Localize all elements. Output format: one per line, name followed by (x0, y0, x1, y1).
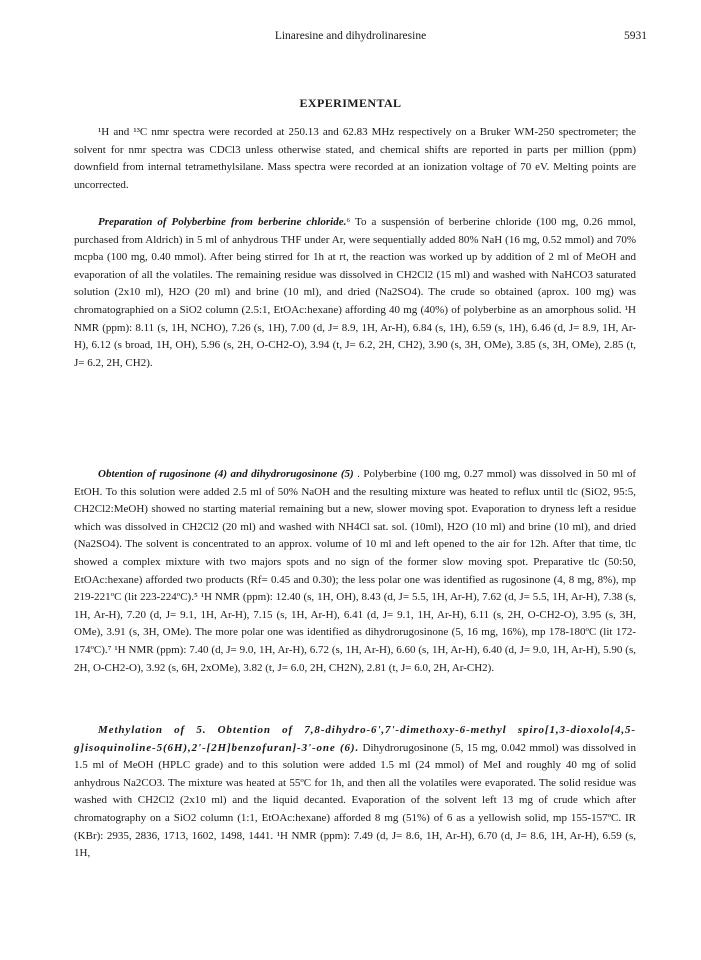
procedure-title: Preparation of Polyberbine from berberine chloride. (98, 216, 347, 228)
procedure-title: Methylation of 5. Obtention of 7,8-dihydro-6',7'-dimethoxy-6-methyl spiro[1,3-dioxolo[4,5-g]isoquinoline-5(6H),2'-[2H]benzofuran]-3'-one (6). (74, 724, 636, 754)
page-number: 5931 (624, 30, 647, 42)
paragraph-text: Dihydrorugosinone (5, 15 mg, 0.042 mmol) was dissolved in 1.5 ml of MeOH (HPLC grade) and to this solution were added 1.5 ml (24 mmol) of MeI and roughly 40 mg of solid anhydrous Na2CO3. The mixture was heated at 55ºC for 1h, and then all the volatiles were evaporated. The solid residue was washed with CH2Cl2 (2x10 ml) and the liquid decanted. Evaporation of the solvent left 13 mg of crude which after chromatography on a SiO2 column (1:1, EtOAc:hexane) afforded 8 mg (51%) of 6 as a yellowish solid, mp 155-157ºC. IR (KBr): 2935, 2836, 1713, 1602, 1498, 1441. ¹H NMR (ppm): 7.49 (d, J= 8.6, 1H, Ar-H), 6.70 (d, J= 8.6, 1H, Ar-H), 6.59 (s, 1H, (74, 741, 636, 860)
paragraph-polyberbine-preparation (74, 214, 636, 372)
section-heading: EXPERIMENTAL (299, 96, 402, 110)
paragraph-text: ⁶ To a suspensión of berberine chloride (100 mg, 0.26 mmol, purchased from Aldrich) in 5 ml of anhydrous THF under Ar, were sequentially added 80% NaH (16 mg, 0.52 mmol) and 70% mcpba (100 mg, 0.40 mmol). After being stirred for 1h at rt, the reaction was worked up by addition of 2 ml of MeOH and evaporation of all the volatiles. The remaining residue was dissolved in CH2Cl2 (15 ml) and washed with NaHCO3 saturated solution (2x10 ml), H2O (20 ml) and brine (10 ml), and dried (Na2SO4). The crude so obtained (aprox. 100 mg) was chromatographied on a SiO2 column (2.5:1, EtOAc:hexane) affording 40 mg (40%) of polyberbine as an amorphous solid. ¹H NMR (ppm): 8.11 (s, 1H, NCHO), 7.26 (s, 1H), 7.00 (d, J= 8.9, 1H, Ar-H), 6.84 (s, 1H), 6.59 (s, 1H), 6.46 (d, J= 8.9, 1H, Ar-H), 6.12 (s broad, 1H, OH), 5.96 (s, 2H, O-CH2-O), 3.94 (t, J= 6.2, 2H, CH2), 3.90 (s, 3H, OMe), 3.85 (s, 3H, OMe), 2.85 (t, J= 6.2, 2H, CH2). (74, 216, 637, 369)
paragraph-text: ¹H and ¹³C nmr spectra were recorded at 250.13 and 62.83 MHz respectively on a Bruker WM-250 spectrometer; the solvent for nmr spectra was CDCl3 unless otherwise stated, and chemical shifts are reported in parts per million (ppm) downfield from internal tetramethylsilane. Mass spectra were recorded at an ionization voltage of 70 eV. Melting points are uncorrected. (74, 126, 636, 191)
procedure-title: Obtention of rugosinone (4) and dihydrorugosinone (5) (98, 468, 354, 480)
paragraph-nmr-methods (74, 124, 636, 194)
paragraph-text: . Polyberbine (100 mg, 0.27 mmol) was dissolved in 50 ml of EtOH. To this solution were added 2.5 ml of 50% NaOH and the resulting mixture was heated to reflux until tlc (SiO2, 95:5, CH2Cl2:MeOH) showed no starting material remaining but a new, slower moving spot. Evaporation to dryness left a residue which was dissolved in CH2Cl2 (20 ml) and washed with NH4Cl sat. sol. (10ml), H2O (10 ml) and brine (10 ml), and dried (Na2SO4). The solvent is concentrated to an approx. volume of 10 ml and left opened to the air for 12h. After that time, tlc showed a complex mixture with two majors spots and no sign of the former slow moving spot. Preparative tlc (50:50, EtOAc:hexane) afforded two products (Rf= 0.45 and 0.30); the less polar one was identified as rugosinone (4, 8 mg, 8%), mp 219-221ºC (lit 223-224ºC).⁵ ¹H NMR (ppm): 12.40 (s, 1H, OH), 8.43 (d, J= 5.5, 1H, Ar-H), 7.62 (d, J= 5.5, 1H, Ar-H), 7.38 (s, 1H, Ar-H), 7.20 (d, J= 9.1, 1H, Ar-H), 7.15 (s, 1H, Ar-H), 6.41 (d, J= 9.1, 1H, Ar-H), 6.11 (s, 2H, O-CH2-O), 3.95 (s, 3H, OMe), 3.91 (s, 3H, OMe). The more polar one was identified as dihydrorugosinone (5, 16 mg, 16%), mp 178-180ºC (lit 172-174ºC).⁷ ¹H NMR (ppm): 7.40 (d, J= 9.0, 1H, Ar-H), 6.72 (s, 1H, Ar-H), 6.60 (s, 1H, Ar-H), 6.40 (d, J= 9.0, 1H, Ar-H), 5.90 (s, 2H, O-CH2-O), 3.92 (s, 6H, 2xOMe), 3.82 (t, J= 6.0, 2H, CH2N), 2.81 (t, J= 6.0, 2H, Ar-CH2). (74, 468, 636, 674)
paragraph-rugosinone-obtention (74, 466, 636, 677)
running-head (0, 30, 701, 48)
paragraph-methylation (74, 722, 636, 863)
running-title: Linaresine and dihydrolinaresine (274, 30, 427, 42)
